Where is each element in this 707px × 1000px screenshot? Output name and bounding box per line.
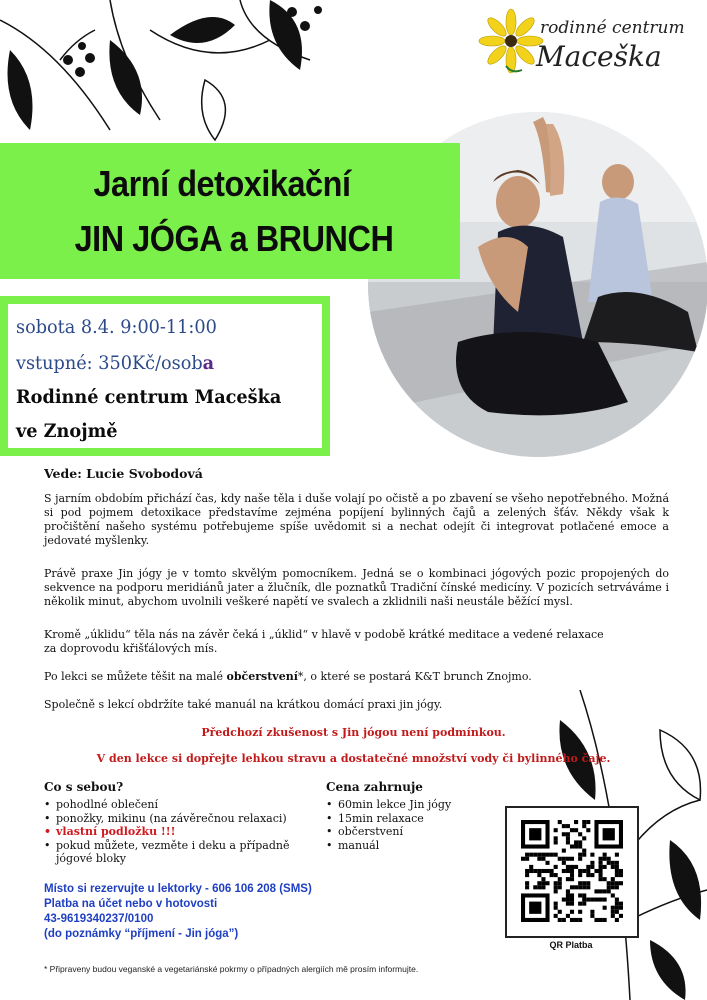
bring-item-highlight: • vlastní podložku !!! [44,825,304,839]
maceska-logo [478,8,698,88]
bring-item: • pokud můžete, vezměte i deku a případně jógové bloky [44,839,304,866]
title-line-2: JIN JÓGA a BRUNCH [74,218,394,259]
title-line-1: Jarní detoxikační [93,163,351,204]
title-banner [0,143,460,279]
contact-note: (do poznámky “příjmení - Jin jóga”) [44,928,239,940]
event-place-line-1: Rodinné centrum Maceška [16,386,282,408]
notice-experience: Předchozí zkušenost s Jin jógou není podmínkou. [201,726,506,739]
price-includes-item: • 60min lekce Jin jógy [326,798,486,812]
event-price-tail: a [202,352,215,374]
paragraph-4-post: *, o které se postará K&T brunch Znojmo. [297,670,532,683]
event-date-time: sobota 8.4. 9:00-11:00 [16,316,217,338]
price-includes-item: • 15min relaxace [326,812,486,826]
paragraph-1: S jarním obdobím přichází čas, kdy naše těla i duše volají po očistě a po zbavení se všeho nepotřebného. Možná si pod pojmem detoxikace představíme zejména popíjení bylinných čajů a zelených šťáv. Někdy však k pročištění našeho systému potřebujeme spíše uvědomit si a nechat odejít či integrovat potlačené emoce a jedovaté myšlenky. [44,492,669,547]
qr-code-icon [521,820,623,922]
paragraph-4-pre: Po lekci se můžete těšit na malé [44,670,227,683]
contact-account: 43-9619340237/0100 [44,913,154,925]
event-price-label: vstupné: 350Kč/osob [16,352,203,374]
contact-reservation: Místo si rezervujte u lektorky - 606 106 208 (SMS) [44,883,312,895]
logo-text-small: rodinné centrum [540,18,685,38]
bring-item: • ponožky, mikinu (na závěrečnou relaxaci) [44,812,304,826]
event-info-inner [8,304,322,448]
paragraph-4-bold: občerstvení [226,670,298,683]
price-includes-item: • občerstvení [326,825,486,839]
paragraph-3 [44,628,669,656]
contact-payment: Platba na účet nebo v hotovosti [44,898,218,910]
price-includes-item: • manuál [326,839,486,853]
event-info-box [0,296,330,456]
event-price [16,352,214,374]
paragraph-4 [44,670,669,684]
paragraph-3-line-1: Kromě „úklidu“ těla nás na závěr čeká i „úklid“ v hlavě v podobě krátké meditace a vedené relaxace [44,628,604,641]
paragraph-2: Právě praxe Jin jógy je v tomto skvělým pomocníkem. Jedná se o kombinaci jógových pozic propojených do sekvence na podporu meridiánů jater a žlučník, dle poznatků Tradiční čínské medicíny. V pozicích setrváváme i několik minut, abychom uvolnili veškeré napětí ve svalech a zklidnili naši neustále běžící mysl. [44,567,669,608]
instructor-name: Vede: Lucie Svobodová [44,466,203,481]
price-includes-list [326,798,486,852]
paragraph-5: Společně s lekcí obdržíte také manuál na krátkou domácí praxi jin jógy. [44,698,443,711]
leaf-decoration-top-left [0,0,330,145]
flower-logo-icon [478,8,544,74]
event-place-line-2: ve Znojmě [16,420,118,442]
bring-list [44,798,304,866]
qr-label: QR Platba [549,940,593,950]
bring-title: Co s sebou? [44,780,124,794]
bring-item: • pohodlné oblečení [44,798,304,812]
contact-info [44,882,312,942]
paragraph-3-line-2: za doprovodu křišťálových mís. [44,642,218,655]
notice-diet: V den lekce si dopřejte lehkou stravu a dostatečné množství vody či bylinného čaje. [96,752,611,765]
logo-text-big: Maceška [536,40,662,73]
price-includes-title: Cena zahrnuje [326,780,423,794]
footnote: * Připraveny budou veganské a vegetariánské pokrmy o případných alergiích mě prosím informujte. [44,964,419,974]
qr-code-frame[interactable] [505,806,639,938]
